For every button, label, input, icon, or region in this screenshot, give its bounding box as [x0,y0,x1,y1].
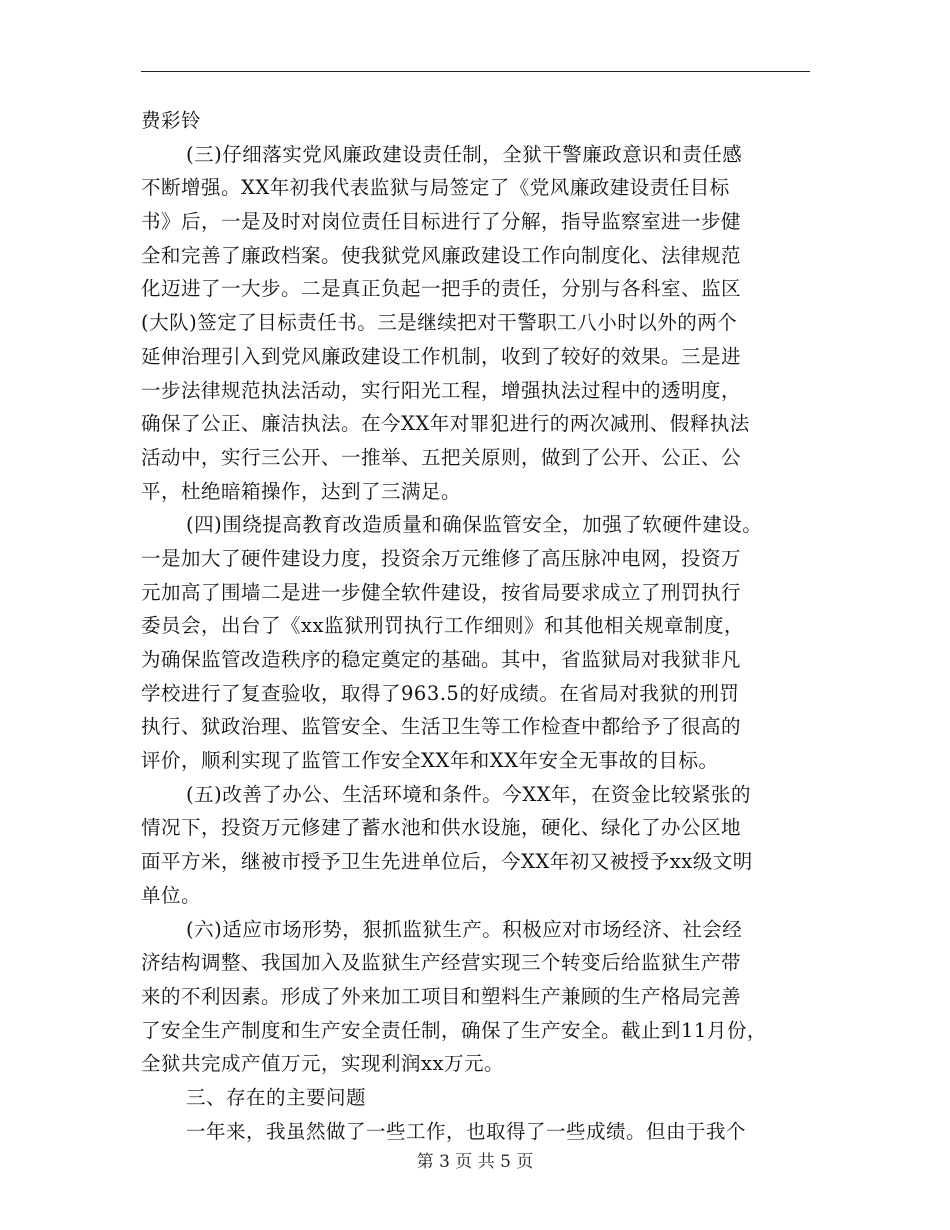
text-line: 三、存在的主要问题 [186,1085,367,1109]
header-rule [141,71,810,72]
text-line: (六)适应市场形势，狠抓监狱生产。积极应对市场经济、社会经 [186,917,743,941]
text-line: 费彩铃 [141,109,202,132]
text-line: 情况下，投资万元修建了蓄水池和供水设施，硬化、绿化了办公区地 [141,816,742,840]
page-footer [0,1150,950,1174]
document-body [141,104,810,1148]
text-line: 确保了公正、廉洁执法。在今XX年对罪犯进行的两次减刑、假释执法 [141,412,750,436]
text-line: 单位。 [141,883,202,907]
text-line: 来的不利因素。形成了外来加工项目和塑料生产兼顾的生产格局完善 [141,984,742,1008]
text-line: 不断增强。XX年初我代表监狱与局签定了《党风廉政建设责任目标 [141,176,730,200]
text-line: 面平方米，继被市授予卫生先进单位后，今XX年初又被授予xx级文明 [141,850,753,874]
page-number-label: 第 3 页 共 5 页 [416,1152,534,1172]
text-line: 书》后，一是及时对岗位责任目标进行了分解，指导监察室进一步健 [141,210,742,234]
text-line: 一年来，我虽然做了一些工作，也取得了一些成绩。但由于我个 [186,1119,747,1143]
text-line: 学校进行了复查验收，取得了963.5的好成绩。在省局对我狱的刑罚 [141,681,740,705]
text-line: 执行、狱政治理、监管安全、生活卫生等工作检查中都给予了很高的 [141,715,742,739]
text-line: 元加高了围墙二是进一步健全软件建设，按省局要求成立了刑罚执行 [141,580,742,604]
text-line: 延伸治理引入到党风廉政建设工作机制，收到了较好的效果。三是进 [141,344,742,368]
text-line: (五)改善了办公、生活环境和条件。今XX年，在资金比较紧张的 [186,782,751,806]
text-line: 全和完善了廉政档案。使我狱党风廉政建设工作向制度化、法律规范 [141,243,742,267]
text-line: 为确保监管改造秩序的稳定奠定的基础。其中，省监狱局对我狱非凡 [141,648,742,671]
text-line: 化迈进了一大步。二是真正负起一把手的责任，分别与各科室、监区 [141,277,742,301]
text-line: 评价，顺利实现了监管工作安全XX年和XX年安全无事故的目标。 [141,749,719,773]
text-line: 一步法律规范执法活动，实行阳光工程，增强执法过程中的透明度， [141,378,742,402]
text-line: 了安全生产制度和生产安全责任制，确保了生产安全。截止到11月份， [141,1018,767,1042]
text-line: 平，杜绝暗箱操作，达到了三满足。 [141,479,462,503]
text-line: 活动中，实行三公开、一推举、五把关原则，做到了公开、公正、公 [141,445,742,469]
text-line: (四)围绕提高教育改造质量和确保监管安全，加强了软硬件建设。 [186,513,763,537]
text-line: 济结构调整、我国加入及监狱生产经营实现三个转变后给监狱生产带 [141,951,742,975]
text-line: (大队)签定了目标责任书。三是继续把对干警职工八小时以外的两个 [141,311,738,335]
text-line: 全狱共完成产值万元，实现利润xx万元。 [141,1052,504,1076]
text-line: (三)仔细落实党风廉政建设责任制，全狱干警廉政意识和责任感 [186,142,743,166]
text-line: 一是加大了硬件建设力度，投资余万元维修了高压脉冲电网，投资万 [141,546,742,570]
text-line: 委员会，出台了《xx监狱刑罚执行工作细则》和其他相关规章制度， [141,614,744,638]
